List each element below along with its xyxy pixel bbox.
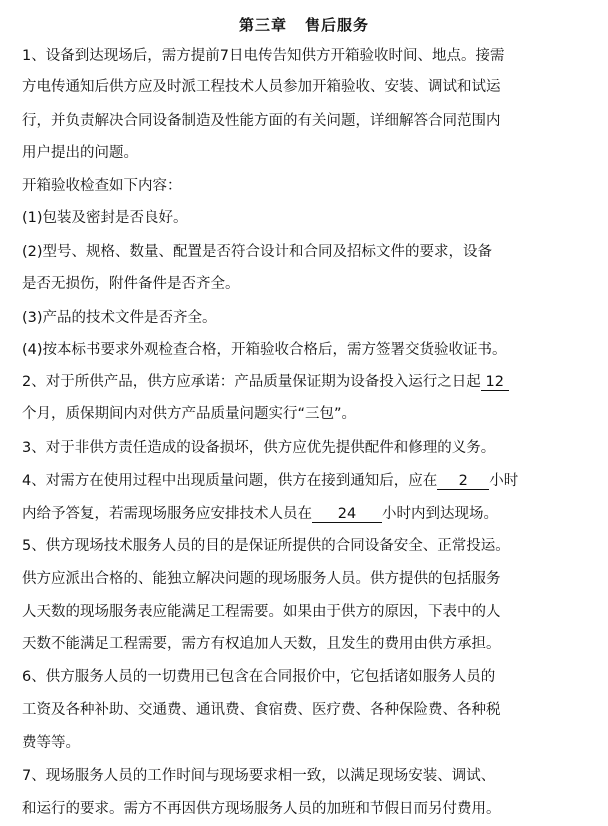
paragraph-line: 人天数的现场服务表应能满足工程需要。如果由于供方的原因，下表中的人 xyxy=(22,604,501,620)
response-suffix: 小时内到达现场。 xyxy=(382,506,498,522)
chapter-title xyxy=(0,14,608,35)
checklist-item: (1)包装及密封是否良好。 xyxy=(22,210,188,226)
paragraph-line: 供方应派出合格的、能独立解决问题的现场服务人员。供方提供的包括服务 xyxy=(22,571,501,587)
response-line xyxy=(22,504,498,524)
warranty-line xyxy=(22,372,509,392)
paragraph-line: 工资及各种补助、交通费、通讯费、食宿费、医疗费、各种保险费、各种税 xyxy=(22,702,501,718)
response-text: 4、对需方在使用过程中出现质量问题，供方在接到通知后，应在 xyxy=(22,473,438,489)
warranty-text: 2、对于所供产品，供方应承诺：产品质量保证期为设备投入运行之日起 xyxy=(22,374,481,390)
chapter-number: 第三章 xyxy=(238,16,287,34)
paragraph-line: 方电传通知后供方应及时派工程技术人员参加开箱验收、安装、调试和试运 xyxy=(22,79,501,95)
paragraph-line: 6、供方服务人员的一切费用已包含在合同报价中，它包括诸如服务人员的 xyxy=(22,669,496,685)
response-text: 内给予答复，若需现场服务应安排技术人员在 xyxy=(22,506,312,522)
response-suffix: 小时 xyxy=(489,473,519,489)
response-line xyxy=(22,471,518,491)
paragraph-line: 用户提出的问题。 xyxy=(22,145,138,161)
paragraph-line: 费等等。 xyxy=(22,735,80,751)
paragraph-line: 开箱验收检查如下内容： xyxy=(22,178,182,194)
reply-hours-blank: 2 xyxy=(437,473,489,490)
paragraph-line: 1、设备到达现场后，需方提前7日电传告知供方开箱验收时间、地点。接需 xyxy=(22,48,505,64)
arrive-hours-blank: 24 xyxy=(312,506,382,523)
chapter-name: 售后服务 xyxy=(305,16,370,34)
paragraph-line: 行，并负责解决合同设备制造及性能方面的有关问题，详细解答合同范围内 xyxy=(22,113,501,129)
warranty-months-blank: 12 xyxy=(481,374,509,391)
paragraph-line: 7、现场服务人员的工作时间与现场要求相一致，以满足现场安装、调试、 xyxy=(22,768,496,784)
checklist-item: (3)产品的技术文件是否齐全。 xyxy=(22,310,217,326)
paragraph-line: 是否无损伤，附件备件是否齐全。 xyxy=(22,276,240,292)
paragraph-line: 个月，质保期间内对供方产品质量问题实行“三包”。 xyxy=(22,406,357,422)
paragraph-line: 天数不能满足工程需要，需方有权追加人天数，且发生的费用由供方承担。 xyxy=(22,636,501,652)
paragraph-line: 和运行的要求。需方不再因供方现场服务人员的加班和节假日而另付费用。 xyxy=(22,801,501,817)
paragraph-line: 3、对于非供方责任造成的设备损坏，供方应优先提供配件和修理的义务。 xyxy=(22,440,496,456)
paragraph-line: 5、供方现场技术服务人员的目的是保证所提供的合同设备安全、正常投运。 xyxy=(22,538,510,554)
checklist-item: (2)型号、规格、数量、配置是否符合设计和合同及招标文件的要求，设备 xyxy=(22,244,493,260)
checklist-item: (4)按本标书要求外观检查合格，开箱验收合格后，需方签署交货验收证书。 xyxy=(22,342,507,358)
